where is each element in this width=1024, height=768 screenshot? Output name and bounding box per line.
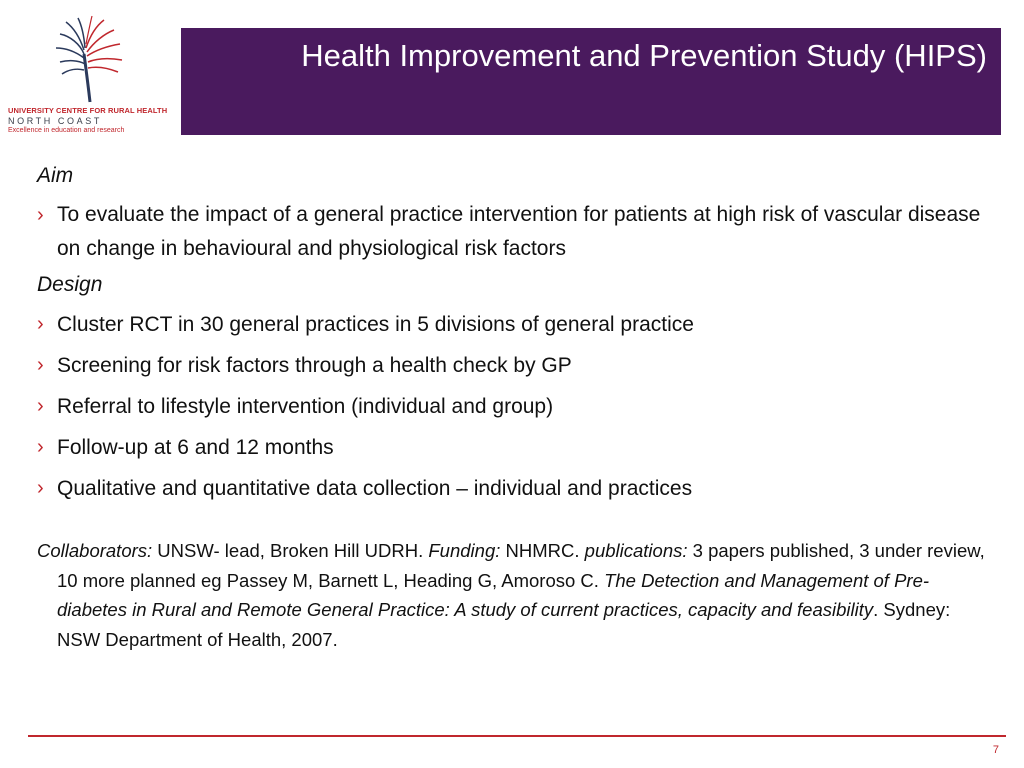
publications-text: 3 papers published, 3 under review, 10 more planned eg Passey M, Barnett L, Heading G, Amoroso C. [57,540,985,591]
tree-logo-icon [50,14,130,104]
collaborators-label: Collaborators: [37,540,153,561]
funding-text: NHMRC. [500,540,585,561]
collaborators-paragraph [37,536,987,654]
page-number: 7 [992,744,999,756]
logo-text-region: NORTH COAST [8,116,102,126]
design-item [37,390,987,423]
design-item [37,472,987,505]
design-item-text: Cluster RCT in 30 general practices in 5 divisions of general practice [57,313,694,336]
aim-item-text: To evaluate the impact of a general practice intervention for patients at high risk of vascular disease on change in behavioural and physiological risk factors [57,203,981,260]
design-item-text: Qualitative and quantitative data collection – individual and practices [57,477,693,500]
design-item [37,308,987,341]
design-item [37,431,987,464]
slide-title: Health Improvement and Prevention Study (HIPS) [301,38,987,73]
bullet-marker-icon: › [37,313,44,335]
bullet-marker-icon: › [37,354,44,376]
design-item-text: Screening for risk factors through a health check by GP [57,354,572,377]
design-item-text: Referral to lifestyle intervention (individual and group) [57,395,554,418]
aim-item [37,198,987,266]
design-item [37,349,987,382]
aim-heading: Aim [37,164,74,187]
aim-list [37,198,987,266]
design-heading: Design [37,273,103,296]
footer-divider [28,735,1006,737]
citation-rest: . Sydney: NSW Department of Health, 2007. [57,599,951,650]
logo-text-institution: UNIVERSITY CENTRE FOR RURAL HEALTH [8,106,168,115]
bullet-marker-icon: › [37,436,44,458]
university-logo [8,14,170,138]
citation-title: The Detection and Management of Pre-diabetes in Rural and Remote General Practice: A study of current practices, capacity and feasibility [57,569,930,620]
bullet-marker-icon: › [37,477,44,499]
logo-text-tagline: Excellence in education and research [8,127,125,134]
design-list [37,308,987,505]
funding-label: Funding: [428,540,501,561]
title-banner [181,28,1001,135]
bullet-marker-icon: › [37,395,44,417]
design-item-text: Follow-up at 6 and 12 months [57,436,334,459]
publications-label: publications: [584,540,688,561]
slide-content [37,158,987,654]
bullet-marker-icon: › [37,204,44,226]
collaborators-text: UNSW- lead, Broken Hill UDRH. [152,540,429,561]
